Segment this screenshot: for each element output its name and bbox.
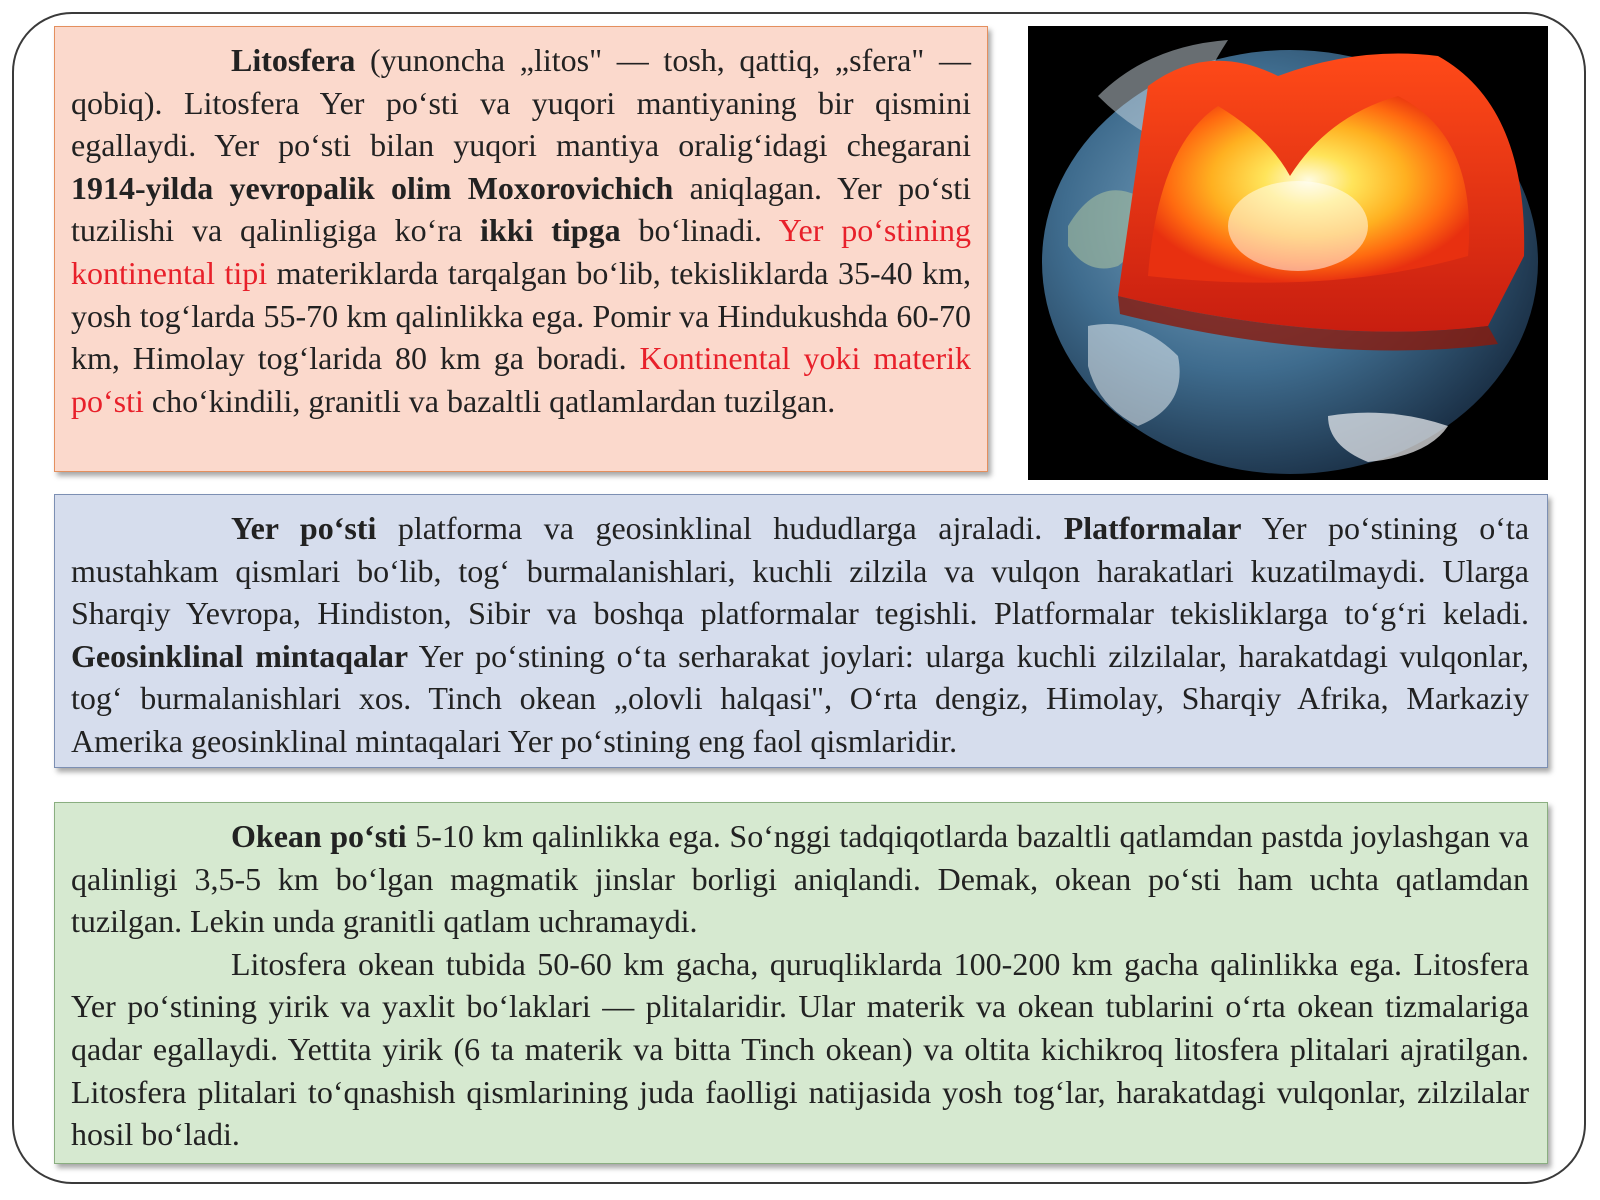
litosfera-textbox	[54, 26, 988, 472]
core-glow	[1228, 181, 1368, 271]
litosfera-term: Litosfera	[231, 42, 356, 78]
moxorovichich-highlight: 1914-yilda yevropalik olim Moxorovichich	[71, 169, 674, 206]
litosfera-paragraph	[71, 39, 971, 422]
okean-posti-term: Okean po‘sti	[231, 818, 407, 854]
okean-text-2: Litosfera okean tubida 50-60 km gacha, quruqliklarda 100-200 km gacha qalinlikka ega. Litosfera Yer po‘stining yirik va yaxlit bo‘laklari — plitalaridir. Ular materik va okean tublarini o‘rta okean tizmalariga qadar egallaydi. Yettita yirik (6 ta materik va bitta Tinch okean) va oltita kichikroq litosfera plitalari ajratilgan. Litosfera plitalari to‘qnashish qismlarining juda faolligi natijasida yosh tog‘lar, harakatdagi vulqonlar, zilzilalar hosil bo‘ladi.	[71, 945, 1529, 1153]
okean-posti-textbox	[54, 802, 1548, 1164]
continental-crust-highlight: Kontinental yoki materik po‘sti	[71, 340, 972, 419]
litosfera-text-3: bo‘linadi.	[620, 212, 779, 249]
two-types-highlight: ikki tipga	[480, 212, 621, 249]
okean-paragraph-1	[71, 815, 1529, 943]
okean-text-1: 5-10 km qalinlikka ega. So‘nggi tadqiqotlarda bazaltli qatlamdan pastda joylashgan va qalinligi 3,5-5 km bo‘lgan magmatik jinslar borligi aniqlandi. Demak, okean po‘sti ham uchta qatlamdan tuzilgan. Lekin unda granitli qatlam uchramaydi.	[71, 818, 1530, 940]
litosfera-text-5: cho‘kindili, granitli va bazaltli qatlamlardan tuzilgan.	[143, 382, 836, 419]
yer-posti-textbox	[54, 494, 1548, 768]
yer-posti-text-1: platforma va geosinklinal hududlarga ajraladi.	[376, 510, 1064, 546]
yer-posti-text-3: Yer po‘stining o‘ta serharakat joylari: ularga kuchli zilzilalar, harakatdagi vulqonlar, tog‘ burmalanishlari xos. Tinch okean „olovli halqasi", O‘rta dengiz, Himolay, Sharqiy Afrika, Markaziy Amerika geosinklinal mintaqalari Yer po‘stining eng faol qismlaridir.	[71, 637, 1530, 759]
geosinklinal-term: Geosinklinal mintaqalar	[71, 637, 409, 674]
okean-paragraph-2	[71, 943, 1529, 1156]
earth-cutaway-image	[1028, 26, 1548, 480]
litosfera-text-2: aniqlagan. Yer po‘sti tuzilishi va qalinligiga ko‘ra	[71, 169, 972, 249]
yer-posti-paragraph	[71, 507, 1529, 763]
earth-cutaway-illustration	[1028, 26, 1548, 480]
continental-type-highlight: Yer po‘stining kontinental tipi	[71, 212, 972, 291]
yer-posti-text-2: Yer po‘stining o‘ta mustahkam qismlari bo‘lib, tog‘ burmalanishlari, kuchli zilzila va vulqon harakatlari kuzatilmaydi. Ularga Sharqiy Yevropa, Hindiston, Sibir va boshqa platformalar tegishli. Platformalar tekisliklarga to‘g‘ri keladi.	[71, 510, 1530, 632]
litosfera-text-1: (yunoncha „litos" — tosh, qattiq, „sfera" — qobiq). Litosfera Yer po‘sti va yuqori mantiyaning bir qismini egallaydi. Yer po‘sti bilan yuqori mantiya oralig‘idagi chegarani	[71, 42, 971, 164]
yer-posti-term: Yer po‘sti	[231, 510, 377, 546]
platformalar-term: Platformalar	[1063, 510, 1242, 546]
litosfera-text-4: materiklarda tarqalgan bo‘lib, tekisliklarda 35-40 km, yosh tog‘larda 55-70 km qalinlikka ega. Pomir va Hindukushda 60-70 km, Himolay tog‘larida 80 km ga boradi.	[71, 254, 972, 377]
